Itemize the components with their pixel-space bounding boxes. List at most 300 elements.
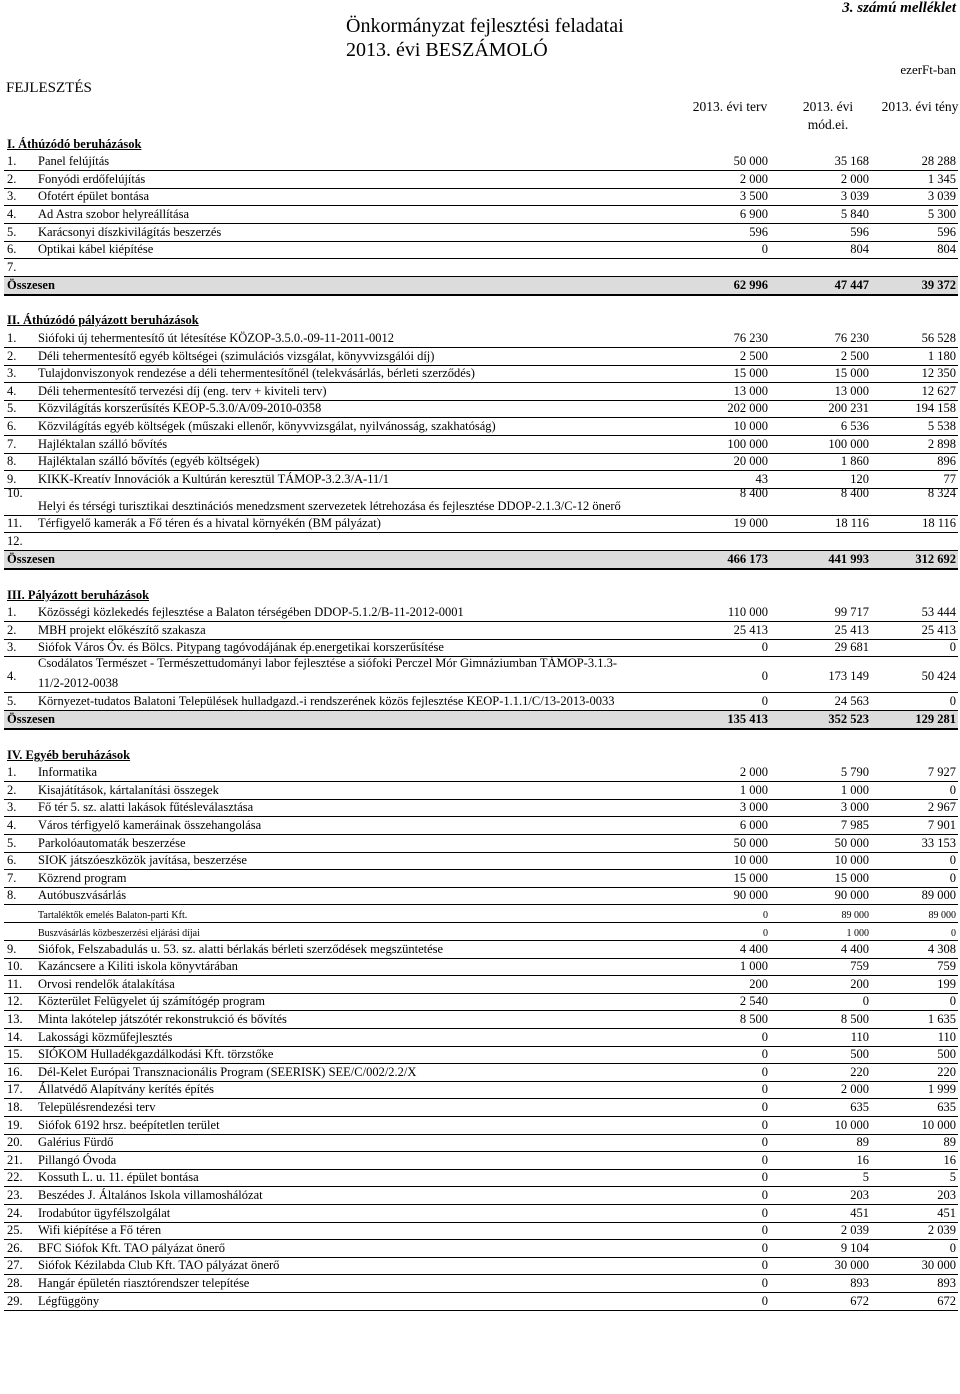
row-label: Ad Astra szobor helyreállítása — [38, 206, 189, 221]
value-modified: 13 000 — [834, 383, 869, 398]
value-modified: 90 000 — [834, 888, 869, 903]
col-head-modified: 2013. évi mód.ei. — [802, 99, 854, 132]
table-row — [4, 1170, 958, 1188]
row-label: Minta lakótelep játszótér rekonstrukció és bővítés — [38, 1011, 287, 1026]
value-plan: 0 — [761, 640, 768, 655]
table-row — [4, 870, 958, 888]
value-plan: 62 996 — [733, 277, 768, 292]
value-plan: 110 000 — [727, 605, 768, 620]
table-row — [4, 189, 958, 207]
value-actual: 5 — [949, 1170, 956, 1185]
row-label: Hangár épületén riasztórendszer telepítése — [38, 1275, 250, 1290]
table-row — [4, 817, 958, 835]
row-number: 13. — [7, 1011, 23, 1026]
value-plan: 1 000 — [739, 959, 768, 974]
value-plan: 135 413 — [727, 712, 768, 726]
table-row — [4, 206, 958, 224]
value-plan: 3 000 — [739, 800, 768, 815]
value-modified: 15 000 — [834, 366, 869, 381]
row-number: 26. — [7, 1240, 23, 1255]
row-label: Közrend program — [38, 870, 127, 885]
value-actual: 804 — [937, 242, 956, 257]
row-number: 27. — [7, 1258, 23, 1273]
row-number: 2. — [7, 348, 17, 363]
value-modified: 0 — [862, 994, 869, 1009]
table-row — [4, 154, 958, 172]
value-plan: 0 — [761, 1205, 768, 1220]
value-modified: 15 000 — [834, 870, 869, 885]
value-actual: 1 345 — [927, 171, 956, 186]
value-plan: 0 — [761, 1099, 768, 1114]
value-plan: 6 000 — [739, 817, 768, 832]
section-heading — [4, 747, 958, 764]
table-row — [4, 1117, 958, 1135]
value-plan: 6 900 — [739, 206, 768, 221]
row-number: 14. — [7, 1029, 23, 1044]
value-modified: 89 000 — [841, 910, 869, 922]
value-actual: 2 039 — [927, 1223, 956, 1238]
row-number: 1. — [7, 154, 17, 169]
row-number: 5. — [7, 401, 17, 416]
row-label: Tartaléktők emelés Balaton-parti Kft. — [38, 910, 188, 922]
row-number: 12. — [7, 994, 23, 1009]
table-row — [4, 800, 958, 818]
value-modified: 35 168 — [834, 154, 869, 169]
row-number: 29. — [7, 1293, 23, 1308]
value-modified: 50 000 — [834, 835, 869, 850]
row-number: 4. — [7, 669, 17, 684]
table-row — [4, 994, 958, 1012]
value-plan: 0 — [761, 1117, 768, 1132]
table-row — [4, 657, 958, 693]
row-number: 20. — [7, 1135, 23, 1150]
value-modified: 173 149 — [828, 669, 869, 684]
value-modified: 24 563 — [834, 693, 869, 708]
value-modified: 4 400 — [840, 941, 869, 956]
row-number: 4. — [7, 817, 17, 832]
unit-label: ezerFt-ban — [900, 62, 956, 77]
value-plan: 10 000 — [733, 853, 768, 868]
value-modified: 25 413 — [834, 622, 869, 637]
row-label: Autóbuszvásárlás — [38, 888, 127, 903]
value-plan: 0 — [761, 1275, 768, 1290]
row-label: Siófok 6192 hrsz. beépítetlen terület — [38, 1117, 220, 1132]
row-label: Panel felújítás — [38, 154, 110, 169]
value-plan: 76 230 — [733, 330, 768, 345]
row-label: Siófoki új tehermentesítő út létesítése KÖZOP-3.5.0.-09-11-2011-0012 — [38, 330, 394, 345]
value-modified: 893 — [850, 1275, 869, 1290]
table-row — [4, 622, 958, 640]
value-plan: 466 173 — [727, 552, 768, 566]
value-actual: 16 — [943, 1152, 956, 1167]
value-modified: 203 — [850, 1187, 869, 1202]
value-modified: 200 231 — [828, 401, 869, 416]
value-plan: 3 500 — [739, 189, 768, 204]
value-actual: 451 — [937, 1205, 956, 1220]
value-actual: 129 281 — [915, 712, 956, 726]
value-plan: 50 000 — [733, 835, 768, 850]
value-actual: 500 — [937, 1047, 956, 1062]
value-modified: 804 — [850, 242, 869, 257]
row-label: Informatika — [38, 765, 98, 780]
row-label: Kossuth L. u. 11. épület bontása — [38, 1170, 199, 1185]
table-row — [4, 853, 958, 871]
col-head-plan: 2013. évi terv — [692, 99, 768, 114]
row-label: Hajléktalan szálló bővítés — [38, 436, 168, 451]
value-plan: 15 000 — [733, 366, 768, 381]
value-actual: 28 288 — [921, 154, 956, 169]
row-number: 3. — [7, 800, 17, 815]
value-actual: 203 — [937, 1187, 956, 1202]
value-modified: 2 000 — [840, 171, 869, 186]
table-row — [4, 905, 958, 923]
row-label: Légfüggöny — [38, 1293, 100, 1308]
table-row — [4, 1205, 958, 1223]
value-plan: 0 — [761, 1170, 768, 1185]
value-actual: 759 — [937, 959, 956, 974]
row-number: 4. — [7, 206, 17, 221]
value-modified: 2 500 — [840, 348, 869, 363]
table-row — [4, 1187, 958, 1205]
value-plan: 202 000 — [727, 401, 768, 416]
row-number: 11. — [7, 976, 23, 991]
row-number: 10. — [7, 959, 23, 974]
value-modified: 5 790 — [840, 765, 869, 780]
value-actual: 2 967 — [927, 800, 956, 815]
table-row — [4, 835, 958, 853]
row-number: 18. — [7, 1099, 23, 1114]
row-number: 10. — [7, 485, 23, 500]
table-row — [4, 348, 958, 366]
value-actual: 596 — [937, 224, 956, 239]
value-plan: 2 540 — [739, 994, 768, 1009]
value-plan: 4 400 — [739, 941, 768, 956]
value-actual: 194 158 — [915, 401, 956, 416]
table-row — [4, 485, 958, 516]
row-label: Tulajdonviszonyok rendezése a déli tehermentesítőnél (telekvásárlás, bérleti szerződés) — [38, 366, 475, 381]
value-plan: 10 000 — [733, 418, 768, 433]
row-number: 4. — [7, 383, 17, 398]
row-label: Fő tér 5. sz. alatti lakások fűtésleválasztása — [38, 800, 254, 815]
value-actual: 89 000 — [928, 910, 956, 922]
value-modified: 89 — [856, 1135, 869, 1150]
value-actual: 893 — [937, 1275, 956, 1290]
value-plan: 0 — [761, 1293, 768, 1308]
value-modified: 1 000 — [846, 927, 869, 939]
table-row — [4, 1258, 958, 1276]
value-plan: 0 — [761, 1047, 768, 1062]
table-row — [4, 383, 958, 401]
value-actual: 0 — [949, 782, 956, 797]
row-label: Város térfigyelő kameráinak összehangolása — [38, 817, 262, 832]
value-modified: 1 000 — [840, 782, 869, 797]
value-plan: 0 — [761, 242, 768, 257]
table-row — [4, 923, 958, 941]
value-plan: 8 500 — [739, 1011, 768, 1026]
total-row — [4, 711, 958, 730]
row-number: 28. — [7, 1275, 23, 1290]
table-row — [4, 454, 958, 472]
value-actual: 896 — [937, 454, 956, 469]
row-label: Összesen — [7, 552, 55, 566]
value-modified: 99 717 — [834, 605, 869, 620]
row-number: 12. — [7, 533, 23, 548]
table-row — [4, 224, 958, 242]
table-row — [4, 401, 958, 419]
row-label: Ofotért épület bontása — [38, 189, 150, 204]
row-label: Kazáncsere a Kiliti iskola könyvtárában — [38, 959, 238, 974]
value-plan: 15 000 — [733, 870, 768, 885]
row-number: 2. — [7, 622, 17, 637]
value-plan: 2 000 — [739, 171, 768, 186]
value-modified: 6 536 — [840, 418, 869, 433]
value-actual: 89 000 — [921, 888, 956, 903]
value-actual: 0 — [949, 693, 956, 708]
table-row — [4, 1047, 958, 1065]
value-actual: 12 627 — [921, 383, 956, 398]
value-modified: 8 500 — [840, 1011, 869, 1026]
row-label: Orvosi rendelők átalakítása — [38, 976, 175, 991]
value-plan: 2 000 — [739, 765, 768, 780]
row-number: 25. — [7, 1223, 23, 1238]
row-label: Összesen — [7, 277, 55, 292]
value-actual: 53 444 — [921, 605, 956, 620]
value-actual: 8 324 — [927, 485, 956, 500]
value-modified: 7 985 — [840, 817, 869, 832]
value-actual: 39 372 — [921, 277, 956, 292]
value-modified: 18 116 — [835, 516, 869, 531]
row-number: 21. — [7, 1152, 23, 1167]
value-actual: 25 413 — [921, 622, 956, 637]
row-label: Parkolóautomaták beszerzése — [38, 835, 186, 850]
row-number: 17. — [7, 1082, 23, 1097]
value-plan: 13 000 — [733, 383, 768, 398]
value-modified: 352 523 — [828, 712, 869, 726]
value-plan: 1 000 — [739, 782, 768, 797]
row-number: 6. — [7, 418, 17, 433]
value-modified: 220 — [850, 1064, 869, 1079]
section-title: II. Áthúzódó pályázott beruházások — [7, 313, 199, 328]
value-plan: 0 — [761, 1082, 768, 1097]
table-row — [4, 330, 958, 348]
table-row — [4, 1135, 958, 1153]
value-modified: 30 000 — [834, 1258, 869, 1273]
value-plan: 0 — [761, 1258, 768, 1273]
value-plan: 0 — [761, 1064, 768, 1079]
row-label: Állatvédő Alapítvány kerítés építés — [38, 1082, 214, 1097]
value-actual: 0 — [949, 853, 956, 868]
row-number: 11. — [7, 516, 23, 531]
table-row — [4, 242, 958, 260]
table-row — [4, 1011, 958, 1029]
row-number: 7. — [7, 259, 17, 274]
row-label: Közterület Felügyelet új számítógép program — [38, 994, 266, 1009]
table-row — [4, 782, 958, 800]
value-plan: 2 500 — [739, 348, 768, 363]
value-modified: 596 — [850, 224, 869, 239]
section-heading — [4, 136, 958, 153]
row-number: 7. — [7, 436, 17, 451]
value-modified: 100 000 — [828, 436, 869, 451]
value-actual: 10 000 — [921, 1117, 956, 1132]
value-plan: 0 — [761, 1152, 768, 1167]
table-row — [4, 1099, 958, 1117]
value-actual: 672 — [937, 1293, 956, 1308]
row-label: Településrendezési terv — [38, 1099, 156, 1114]
row-label: Irodabútor ügyfélszolgálat — [38, 1205, 171, 1220]
row-number: 3. — [7, 189, 17, 204]
row-label: Wifi kiépítése a Fő téren — [38, 1223, 162, 1238]
value-actual: 0 — [949, 870, 956, 885]
row-label: Térfigyelő kamerák a Fő téren és a hivatal környékén (BM pályázat) — [38, 516, 381, 531]
table-row — [4, 1223, 958, 1241]
row-label: Siófok Kézilabda Club Kft. TAO pályázat önerő — [38, 1258, 280, 1273]
row-label: Helyi és térségi turisztikai desztinációs menedzsment szervezetek létrehozása és fejlesztése DDOP-2.1.3/C-12 önerő — [38, 498, 621, 513]
row-label: Optikai kábel kiépítése — [38, 242, 154, 257]
value-modified: 2 039 — [840, 1223, 869, 1238]
row-label: Kisajátítások, kártalanítási összegek — [38, 782, 219, 797]
row-number: 5. — [7, 224, 17, 239]
table-row — [4, 888, 958, 906]
value-plan: 0 — [761, 693, 768, 708]
value-modified: 451 — [850, 1205, 869, 1220]
annex-label: 3. számú melléklet — [842, 0, 956, 16]
value-plan: 25 413 — [733, 622, 768, 637]
table-row — [4, 605, 958, 623]
total-row — [4, 277, 958, 296]
section-title: III. Pályázott beruházások — [7, 587, 150, 602]
value-actual: 4 308 — [927, 941, 956, 956]
row-number: 1. — [7, 765, 17, 780]
row-number: 8. — [7, 454, 17, 469]
value-plan: 19 000 — [733, 516, 768, 531]
table-row — [4, 1240, 958, 1258]
table-row — [4, 976, 958, 994]
row-label: SIOK játszóeszközök javítása, beszerzése — [38, 853, 247, 868]
row-label: Környezet-tudatos Balatoni Települések hulladgazd.-i rendszerének közös fejlesztése KEOP-1.1.1/C/13-2013-0033 — [38, 693, 615, 708]
value-modified: 759 — [850, 959, 869, 974]
value-actual: 56 528 — [921, 330, 956, 345]
value-actual: 1 635 — [927, 1011, 956, 1026]
row-number: 5. — [7, 835, 17, 850]
row-label: Buszvásárlás közbeszerzési eljárási díjai — [38, 927, 200, 939]
row-label-continued: 11/2-2012-0038 — [38, 676, 119, 691]
value-modified: 110 — [850, 1029, 869, 1044]
row-number: 24. — [7, 1205, 23, 1220]
table-row — [4, 1029, 958, 1047]
table-row — [4, 640, 958, 658]
value-actual: 30 000 — [921, 1258, 956, 1273]
value-modified: 120 — [850, 471, 869, 486]
value-modified: 3 039 — [840, 189, 869, 204]
row-label: Karácsonyi díszkivilágítás beszerzés — [38, 224, 222, 239]
value-actual: 50 424 — [921, 669, 956, 684]
value-plan: 200 — [749, 976, 768, 991]
value-modified: 2 000 — [840, 1082, 869, 1097]
row-label: Beszédes J. Általános Iskola villamoshálózat — [38, 1187, 263, 1202]
table-row — [4, 1064, 958, 1082]
value-actual: 199 — [937, 976, 956, 991]
row-label: Összesen — [7, 712, 55, 726]
value-actual: 0 — [949, 1240, 956, 1255]
value-plan: 0 — [763, 910, 768, 922]
row-number: 9. — [7, 471, 17, 486]
row-label: Pillangó Óvoda — [38, 1152, 117, 1167]
value-plan: 0 — [761, 1187, 768, 1202]
value-modified: 200 — [850, 976, 869, 991]
value-modified: 5 840 — [840, 206, 869, 221]
row-label: Csodálatos Természet - Természettudományi labor fejlesztése a siófoki Perczel Mór Gimnáziumban TÁMOP-3.1.3- — [38, 656, 617, 671]
value-actual: 0 — [951, 927, 956, 939]
value-actual: 0 — [949, 640, 956, 655]
value-actual: 89 — [943, 1135, 956, 1150]
row-label: Siófok, Felszabadulás u. 53. sz. alatti bérlakás bérleti szerződések megszüntetése — [38, 941, 444, 956]
value-actual: 3 039 — [927, 189, 956, 204]
table-row — [4, 765, 958, 783]
value-actual: 2 898 — [927, 436, 956, 451]
section-heading — [4, 313, 958, 330]
table-row — [4, 959, 958, 977]
value-actual: 77 — [943, 471, 956, 486]
row-number: 8. — [7, 888, 17, 903]
table-row — [4, 533, 958, 551]
row-label: KIKK-Kreatív Innovációk a Kultúrán keresztül TÁMOP-3.2.3/A-11/1 — [38, 471, 389, 486]
value-plan: 0 — [761, 1223, 768, 1238]
row-number: 2. — [7, 782, 17, 797]
value-modified: 29 681 — [834, 640, 869, 655]
value-actual: 110 — [937, 1029, 956, 1044]
value-actual: 5 538 — [927, 418, 956, 433]
row-label: Közvilágítás korszerűsítés KEOP-5.3.0/A/09-2010-0358 — [38, 401, 322, 416]
value-actual: 5 300 — [927, 206, 956, 221]
value-actual: 312 692 — [915, 552, 956, 566]
value-actual: 0 — [949, 994, 956, 1009]
table-row — [4, 366, 958, 384]
row-label: Fonyódi erdőfelújítás — [38, 171, 146, 186]
table-row — [4, 171, 958, 189]
value-modified: 8 400 — [840, 485, 869, 500]
value-modified: 1 860 — [840, 454, 869, 469]
row-label: MBH projekt előkészítő szakasza — [38, 622, 206, 637]
table-row — [4, 259, 958, 277]
row-label: Déli tehermentesítő egyéb költségei (szimulációs vizsgálat, könyvvizsgálói díj) — [38, 348, 435, 363]
value-modified: 3 000 — [840, 800, 869, 815]
value-actual: 33 153 — [921, 835, 956, 850]
table-row — [4, 418, 958, 436]
value-actual: 7 901 — [927, 817, 956, 832]
table-row — [4, 1082, 958, 1100]
row-label: Galérius Fürdő — [38, 1135, 114, 1150]
value-modified: 500 — [850, 1047, 869, 1062]
value-plan: 0 — [761, 1240, 768, 1255]
value-modified: 672 — [850, 1293, 869, 1308]
row-label: Lakossági közműfejlesztés — [38, 1029, 173, 1044]
value-actual: 18 116 — [922, 516, 956, 531]
row-label: Hajléktalan szálló bővítés (egyéb költségek) — [38, 454, 260, 469]
value-plan: 43 — [755, 471, 768, 486]
row-label: BFC Siófok Kft. TAO pályázat önerő — [38, 1240, 225, 1255]
row-label: Közösségi közlekedés fejlesztése a Balaton térségében DDOP-5.1.2/B-11-2012-0001 — [38, 605, 464, 620]
value-modified: 76 230 — [834, 330, 869, 345]
value-plan: 0 — [763, 927, 768, 939]
section-title: I. Áthúzódó beruházások — [7, 136, 142, 151]
row-number: 22. — [7, 1170, 23, 1185]
value-modified: 10 000 — [834, 853, 869, 868]
value-modified: 441 993 — [828, 552, 869, 566]
total-row — [4, 551, 958, 570]
value-plan: 0 — [761, 1029, 768, 1044]
value-actual: 1 180 — [927, 348, 956, 363]
